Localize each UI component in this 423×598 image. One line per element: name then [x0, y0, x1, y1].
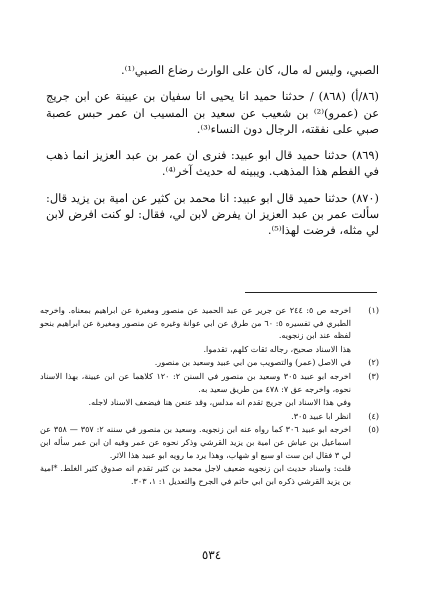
footnotes	[40, 304, 379, 488]
footnote	[40, 370, 379, 395]
footnote-text: اخرجه ص ٥: ٢٤٤ عن جرير عن عبد الحميد عن منصور ومغيرة عن ابراهيم بمعناه. واخرجه الطبري في تفسيره ٥: ٦٠ من طرق عن ابي عوانة وغيره عن منصور ومغيرة عن ابراهيم بنحو لفظه عند ابن زنجويه.	[40, 305, 351, 341]
footnote-text: اخرجه ابو عبيد ٣٠٦ كما رواه عنه ابن زنجويه. وسعيد بن منصور في سننه ٢: ٣٥٧ — ٣٥٨ عن اسماعيل بن عياش عن امية بن يزيد القرشي وذكر نحوه عن عمر وفيه ان ابن عمر سأله ابن لي ٣ فقال ابن ست او سبع او شهاب، وهذا يرد ما رويه ابو عبيد هذا الاثر.	[40, 424, 351, 460]
footnote	[40, 396, 379, 409]
footnote-number: (٣)	[368, 370, 379, 381]
footnote-text: انظر ابا عبيد ٣٠٥.	[291, 410, 351, 421]
paragraph-870: (٨٧٠) حدثنا حميد قال ابو عبيد: انا محمد بن كثير عن امية بن يزيد قال: سألت عمر بن عبد العزيز ان يفرض لابن لي، فقال: لو كنت افرض لابن لي مثله، فرضت لهذا⁽⁵⁾.	[46, 190, 379, 238]
footnote	[40, 304, 379, 342]
footnote-number	[351, 343, 379, 356]
footnote-number: (٤)	[368, 410, 379, 421]
footnote-text: وفي هذا الاسناد ابن جريج تقدم انه مدلس، وقد عنعن هنا فيضعف الاسناد لاجله.	[88, 397, 351, 408]
paragraph-prev: الصبي، وليس له مال، كان على الوارث رضاع الصبي⁽¹⁾.	[120, 63, 379, 77]
footnote	[40, 410, 379, 423]
page-number: ٥٣٤	[201, 548, 222, 562]
footnote-number: (٥)	[368, 424, 379, 435]
footnote-number: (١)	[368, 305, 379, 315]
paragraph-869: (٨٦٩) حدثنا حميد قال ابو عبيد: فنرى ان عمر بن عبد العزيز انما ذهب في الفطم هذا المذهب. ويبينه له حديث آخر⁽⁴⁾.	[46, 148, 379, 179]
footnote-text: قلت: واسناد حديث ابن زنجويه ضعيف لاجل محمد بن كثير تقدم انه صدوق كثير الغلط. *امية بن يزيد القرشي ذكره ابن ابي حاتم في الجرح والتعديل ١: ١، ٣٠٣.	[40, 463, 351, 486]
footnote	[40, 356, 379, 369]
paragraph-868: (٨٦/أ) (٨٦٨) / حدثنا حميد انا يحيى انا سفيان بن عيينة عن ابن جريج عن (عمرو)⁽²⁾ بن شعيب عن سعيد بن المسيب ان عمر حبس عصبة صبي على نفقته، الرجال دون النساء⁽³⁾.	[46, 89, 379, 136]
footnote-text: هذا الاسناد صحيح، رجاله ثقات كلهم، تقدموا.	[203, 343, 351, 354]
footnote-number	[351, 396, 379, 409]
footnote-number: (٢)	[368, 357, 379, 368]
footnote	[40, 423, 379, 461]
footnote-number	[351, 462, 379, 487]
footnote-text: اخرجه ابو عبيد ٣٠٥ وسعيد بن منصور في السنن ٢: ١٢٠ كلاهما عن ابن عيينة، بهذا الاسناد نحوه، واخرجه عق ٧: ٤٧٨ من طريق سعيد به.	[40, 370, 351, 394]
footnote	[40, 462, 379, 487]
footnote-divider	[245, 292, 377, 293]
main-text	[46, 62, 379, 239]
footnote	[40, 343, 379, 356]
footnote-text: في الاصل (عمر) والتصويب من ابي عبيد وسعيد بن منصور.	[154, 357, 351, 368]
